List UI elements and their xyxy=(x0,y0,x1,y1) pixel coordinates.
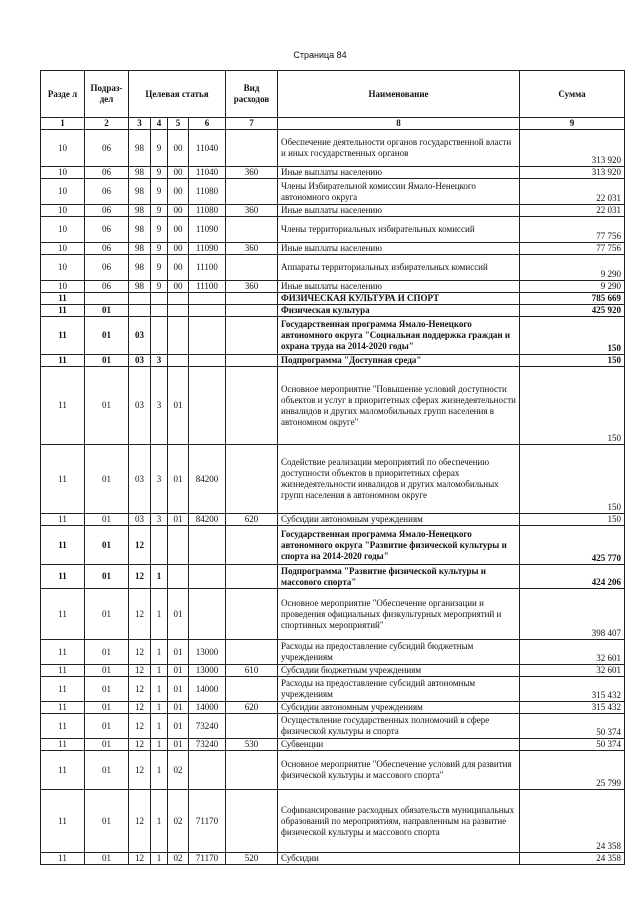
target-program-cell: 12 xyxy=(129,565,151,589)
table-row xyxy=(41,281,625,293)
name-cell: Расходы на предоставление субсидий автономным учреждениям xyxy=(278,677,520,702)
vid-cell xyxy=(226,293,278,305)
razdel-cell: 10 xyxy=(41,167,85,179)
target-program-cell: 12 xyxy=(129,589,151,640)
target-program-cell xyxy=(129,293,151,305)
target-subprogram-cell: 9 xyxy=(151,255,168,281)
razdel-cell: 11 xyxy=(41,677,85,702)
target-event-cell: 01 xyxy=(168,514,189,526)
podrazdel-cell: 06 xyxy=(85,205,129,217)
target-subprogram-cell xyxy=(151,526,168,565)
target-subprogram-cell xyxy=(151,305,168,317)
sum-cell: 398 407 xyxy=(520,589,625,640)
razdel-cell: 10 xyxy=(41,130,85,167)
name-cell: Основное мероприятие "Повышение условий доступности объектов и услуг в приоритетных сферах жизнедеятельности инвалидов и других маломобильных групп населения в автономном округе" xyxy=(278,367,520,445)
sum-cell: 9 290 xyxy=(520,255,625,281)
name-cell: Государственная программа Ямало-Ненецкого автономного округа "Социальная поддержка граждан и охрана труда на 2014-2020 годы" xyxy=(278,317,520,355)
vid-cell xyxy=(226,355,278,367)
vid-cell: 620 xyxy=(226,514,278,526)
target-program-cell: 03 xyxy=(129,367,151,445)
target-subprogram-cell: 9 xyxy=(151,243,168,255)
podrazdel-cell: 01 xyxy=(85,640,129,665)
table-row xyxy=(41,355,625,367)
podrazdel-cell: 01 xyxy=(85,317,129,355)
target-direction-cell: 11100 xyxy=(189,255,226,281)
podrazdel-cell: 01 xyxy=(85,665,129,677)
table-row xyxy=(41,130,625,167)
target-program-cell: 98 xyxy=(129,243,151,255)
target-subprogram-cell: 1 xyxy=(151,790,168,853)
target-direction-cell: 84200 xyxy=(189,445,226,514)
name-cell: Иные выплаты населению xyxy=(278,205,520,217)
sum-cell: 22 031 xyxy=(520,179,625,205)
target-direction-cell: 73240 xyxy=(189,739,226,751)
razdel-cell: 11 xyxy=(41,317,85,355)
table-row xyxy=(41,167,625,179)
target-direction-cell: 11090 xyxy=(189,217,226,243)
razdel-cell: 10 xyxy=(41,281,85,293)
target-event-cell: 02 xyxy=(168,853,189,865)
podrazdel-cell: 01 xyxy=(85,751,129,790)
vid-cell: 530 xyxy=(226,739,278,751)
razdel-cell: 10 xyxy=(41,255,85,281)
target-event-cell: 02 xyxy=(168,751,189,790)
name-cell: Содействие реализации мероприятий по обеспечению доступности объектов в приоритетных сферах жизнедеятельности инвалидов и других маломобильных групп населения в автономном округе xyxy=(278,445,520,514)
vid-cell xyxy=(226,714,278,739)
target-event-cell: 00 xyxy=(168,217,189,243)
podrazdel-cell: 06 xyxy=(85,179,129,205)
vid-cell: 360 xyxy=(226,243,278,255)
sum-cell: 425 920 xyxy=(520,305,625,317)
vid-cell xyxy=(226,751,278,790)
name-cell: Физическая культура xyxy=(278,305,520,317)
razdel-cell: 10 xyxy=(41,205,85,217)
target-direction-cell: 11100 xyxy=(189,281,226,293)
sum-cell: 24 358 xyxy=(520,790,625,853)
table-row xyxy=(41,751,625,790)
target-direction-cell: 14000 xyxy=(189,702,226,714)
target-program-cell: 03 xyxy=(129,445,151,514)
vid-cell xyxy=(226,790,278,853)
sum-cell: 150 xyxy=(520,355,625,367)
podrazdel-cell: 01 xyxy=(85,589,129,640)
sum-cell: 77 756 xyxy=(520,243,625,255)
table-row xyxy=(41,179,625,205)
target-event-cell xyxy=(168,565,189,589)
target-subprogram-cell: 1 xyxy=(151,677,168,702)
sum-cell: 315 432 xyxy=(520,677,625,702)
podrazdel-cell: 01 xyxy=(85,790,129,853)
sum-cell: 150 xyxy=(520,445,625,514)
sum-cell: 32 601 xyxy=(520,640,625,665)
index-cell: 9 xyxy=(520,118,625,130)
target-event-cell xyxy=(168,355,189,367)
target-program-cell: 98 xyxy=(129,179,151,205)
podrazdel-cell: 06 xyxy=(85,243,129,255)
vid-cell xyxy=(226,589,278,640)
razdel-cell: 10 xyxy=(41,217,85,243)
name-cell: Члены Избирательной комиссии Ямало-Ненецкого автономного округа xyxy=(278,179,520,205)
target-subprogram-cell xyxy=(151,317,168,355)
target-direction-cell xyxy=(189,305,226,317)
podrazdel-cell: 01 xyxy=(85,526,129,565)
target-subprogram-cell: 9 xyxy=(151,217,168,243)
razdel-cell: 10 xyxy=(41,179,85,205)
name-cell: Аппараты территориальных избирательных комиссий xyxy=(278,255,520,281)
budget-table xyxy=(40,70,625,865)
index-row xyxy=(41,118,625,130)
name-cell: Субвенции xyxy=(278,739,520,751)
razdel-cell: 10 xyxy=(41,243,85,255)
vid-cell: 360 xyxy=(226,167,278,179)
sum-cell: 9 290 xyxy=(520,281,625,293)
vid-cell xyxy=(226,130,278,167)
target-subprogram-cell: 1 xyxy=(151,589,168,640)
index-cell: 4 xyxy=(151,118,168,130)
table-row xyxy=(41,640,625,665)
podrazdel-cell: 01 xyxy=(85,739,129,751)
sum-cell: 315 432 xyxy=(520,702,625,714)
table-body xyxy=(41,130,625,865)
target-direction-cell: 11080 xyxy=(189,205,226,217)
podrazdel-cell: 06 xyxy=(85,255,129,281)
target-subprogram-cell xyxy=(151,293,168,305)
target-event-cell: 01 xyxy=(168,589,189,640)
table-row xyxy=(41,445,625,514)
razdel-cell: 11 xyxy=(41,739,85,751)
target-event-cell: 00 xyxy=(168,255,189,281)
index-cell: 6 xyxy=(189,118,226,130)
table-row xyxy=(41,853,625,865)
target-program-cell: 12 xyxy=(129,665,151,677)
target-event-cell: 01 xyxy=(168,665,189,677)
target-program-cell: 12 xyxy=(129,790,151,853)
sum-cell: 24 358 xyxy=(520,853,625,865)
target-direction-cell xyxy=(189,751,226,790)
target-program-cell: 12 xyxy=(129,751,151,790)
target-direction-cell xyxy=(189,355,226,367)
table-row xyxy=(41,526,625,565)
target-event-cell xyxy=(168,305,189,317)
table-row xyxy=(41,317,625,355)
vid-cell xyxy=(226,526,278,565)
sum-cell: 150 xyxy=(520,367,625,445)
target-subprogram-cell: 3 xyxy=(151,367,168,445)
target-subprogram-cell: 1 xyxy=(151,665,168,677)
name-cell: Расходы на предоставление субсидий бюджетным учреждениям xyxy=(278,640,520,665)
target-program-cell: 12 xyxy=(129,853,151,865)
target-subprogram-cell: 3 xyxy=(151,355,168,367)
vid-cell xyxy=(226,217,278,243)
podrazdel-cell: 01 xyxy=(85,514,129,526)
table-row xyxy=(41,367,625,445)
podrazdel-cell: 01 xyxy=(85,445,129,514)
sum-cell: 50 374 xyxy=(520,714,625,739)
vid-cell xyxy=(226,677,278,702)
table-row xyxy=(41,739,625,751)
razdel-cell: 11 xyxy=(41,640,85,665)
podrazdel-cell: 01 xyxy=(85,355,129,367)
index-cell: 7 xyxy=(226,118,278,130)
target-event-cell: 00 xyxy=(168,243,189,255)
target-direction-cell: 71170 xyxy=(189,790,226,853)
index-cell: 3 xyxy=(129,118,151,130)
target-direction-cell: 11040 xyxy=(189,130,226,167)
target-direction-cell xyxy=(189,526,226,565)
index-cell: 8 xyxy=(278,118,520,130)
target-subprogram-cell: 1 xyxy=(151,714,168,739)
target-direction-cell xyxy=(189,367,226,445)
table-row xyxy=(41,665,625,677)
target-event-cell: 00 xyxy=(168,281,189,293)
razdel-cell: 11 xyxy=(41,853,85,865)
target-direction-cell: 84200 xyxy=(189,514,226,526)
target-event-cell: 00 xyxy=(168,205,189,217)
podrazdel-cell: 01 xyxy=(85,367,129,445)
sum-cell: 77 756 xyxy=(520,217,625,243)
podrazdel-cell: 06 xyxy=(85,167,129,179)
target-event-cell xyxy=(168,526,189,565)
razdel-cell: 11 xyxy=(41,790,85,853)
razdel-cell: 11 xyxy=(41,293,85,305)
target-program-cell: 98 xyxy=(129,167,151,179)
target-event-cell xyxy=(168,317,189,355)
razdel-cell: 11 xyxy=(41,665,85,677)
target-event-cell: 01 xyxy=(168,702,189,714)
target-program-cell: 98 xyxy=(129,130,151,167)
target-subprogram-cell: 3 xyxy=(151,445,168,514)
name-cell: Иные выплаты населению xyxy=(278,243,520,255)
target-direction-cell: 71170 xyxy=(189,853,226,865)
name-cell: Подпрограмма "Доступная среда" xyxy=(278,355,520,367)
target-direction-cell: 14000 xyxy=(189,677,226,702)
col-header-podrazdel: Подраз-дел xyxy=(85,71,129,118)
target-event-cell: 01 xyxy=(168,640,189,665)
col-header-target: Целевая статья xyxy=(129,71,226,118)
podrazdel-cell: 06 xyxy=(85,130,129,167)
target-subprogram-cell: 9 xyxy=(151,205,168,217)
target-subprogram-cell: 1 xyxy=(151,640,168,665)
vid-cell: 520 xyxy=(226,853,278,865)
index-cell: 2 xyxy=(85,118,129,130)
target-subprogram-cell: 1 xyxy=(151,751,168,790)
vid-cell: 620 xyxy=(226,702,278,714)
col-header-name: Наименование xyxy=(278,71,520,118)
target-direction-cell: 73240 xyxy=(189,714,226,739)
target-subprogram-cell: 9 xyxy=(151,167,168,179)
target-subprogram-cell: 9 xyxy=(151,281,168,293)
razdel-cell: 11 xyxy=(41,514,85,526)
name-cell: Подпрограмма "Развитие физической культуры и массового спорта" xyxy=(278,565,520,589)
target-event-cell: 00 xyxy=(168,167,189,179)
razdel-cell: 11 xyxy=(41,565,85,589)
razdel-cell: 11 xyxy=(41,751,85,790)
sum-cell: 50 374 xyxy=(520,739,625,751)
sum-cell: 313 920 xyxy=(520,130,625,167)
index-cell: 5 xyxy=(168,118,189,130)
target-event-cell: 01 xyxy=(168,714,189,739)
target-direction-cell: 11080 xyxy=(189,179,226,205)
name-cell: ФИЗИЧЕСКАЯ КУЛЬТУРА И СПОРТ xyxy=(278,293,520,305)
sum-cell: 150 xyxy=(520,317,625,355)
name-cell: Субсидии бюджетным учреждениям xyxy=(278,665,520,677)
vid-cell xyxy=(226,367,278,445)
target-program-cell xyxy=(129,305,151,317)
target-event-cell xyxy=(168,293,189,305)
target-program-cell: 12 xyxy=(129,739,151,751)
col-header-vid: Вид расходов xyxy=(226,71,278,118)
target-program-cell: 03 xyxy=(129,355,151,367)
sum-cell: 22 031 xyxy=(520,205,625,217)
col-header-sum: Сумма xyxy=(520,71,625,118)
target-program-cell: 98 xyxy=(129,205,151,217)
sum-cell: 32 601 xyxy=(520,665,625,677)
target-direction-cell xyxy=(189,565,226,589)
target-subprogram-cell: 9 xyxy=(151,130,168,167)
target-program-cell: 12 xyxy=(129,526,151,565)
vid-cell xyxy=(226,255,278,281)
podrazdel-cell: 01 xyxy=(85,565,129,589)
target-program-cell: 98 xyxy=(129,281,151,293)
target-subprogram-cell: 3 xyxy=(151,514,168,526)
razdel-cell: 11 xyxy=(41,589,85,640)
page-label: Страница 84 xyxy=(293,50,347,60)
header-row xyxy=(41,71,625,118)
vid-cell: 360 xyxy=(226,205,278,217)
name-cell: Члены территориальных избирательных комиссий xyxy=(278,217,520,243)
sum-cell: 150 xyxy=(520,514,625,526)
name-cell: Субсидии xyxy=(278,853,520,865)
vid-cell xyxy=(226,317,278,355)
sum-cell: 313 920 xyxy=(520,167,625,179)
name-cell: Иные выплаты населению xyxy=(278,281,520,293)
target-direction-cell: 13000 xyxy=(189,640,226,665)
name-cell: Софинансирование расходных обязательств муниципальных образований по мероприятиям, направленным на развитие физической культуры и массового спорта xyxy=(278,790,520,853)
target-event-cell: 01 xyxy=(168,367,189,445)
razdel-cell: 11 xyxy=(41,305,85,317)
vid-cell xyxy=(226,640,278,665)
target-event-cell: 01 xyxy=(168,445,189,514)
razdel-cell: 11 xyxy=(41,526,85,565)
razdel-cell: 11 xyxy=(41,702,85,714)
sum-cell: 424 206 xyxy=(520,565,625,589)
vid-cell xyxy=(226,445,278,514)
sum-cell: 425 770 xyxy=(520,526,625,565)
vid-cell: 360 xyxy=(226,281,278,293)
name-cell: Иные выплаты населению xyxy=(278,167,520,179)
podrazdel-cell: 01 xyxy=(85,853,129,865)
target-program-cell: 12 xyxy=(129,702,151,714)
target-program-cell: 98 xyxy=(129,217,151,243)
razdel-cell: 11 xyxy=(41,714,85,739)
index-cell: 1 xyxy=(41,118,85,130)
name-cell: Осуществление государственных полномочий в сфере физической культуры и спорта xyxy=(278,714,520,739)
name-cell: Основное мероприятие "Обеспечение организации и проведения официальных физкультурных мероприятий и спортивных мероприятий" xyxy=(278,589,520,640)
table-row xyxy=(41,293,625,305)
target-direction-cell xyxy=(189,317,226,355)
table-row xyxy=(41,243,625,255)
target-program-cell: 98 xyxy=(129,255,151,281)
podrazdel-cell xyxy=(85,293,129,305)
table-row xyxy=(41,790,625,853)
name-cell: Государственная программа Ямало-Ненецкого автономного округа "Развитие физической культуры и спорта на 2014-2020 годы" xyxy=(278,526,520,565)
podrazdel-cell: 01 xyxy=(85,677,129,702)
sum-cell: 785 669 xyxy=(520,293,625,305)
table-row xyxy=(41,714,625,739)
table-row xyxy=(41,702,625,714)
target-event-cell: 01 xyxy=(168,677,189,702)
target-subprogram-cell: 9 xyxy=(151,179,168,205)
name-cell: Субсидии автономным учреждениям xyxy=(278,702,520,714)
name-cell: Субсидии автономным учреждениям xyxy=(278,514,520,526)
sum-cell: 25 799 xyxy=(520,751,625,790)
target-subprogram-cell: 1 xyxy=(151,565,168,589)
podrazdel-cell: 01 xyxy=(85,305,129,317)
target-event-cell: 02 xyxy=(168,790,189,853)
podrazdel-cell: 06 xyxy=(85,281,129,293)
podrazdel-cell: 06 xyxy=(85,217,129,243)
target-event-cell: 00 xyxy=(168,179,189,205)
vid-cell xyxy=(226,565,278,589)
razdel-cell: 11 xyxy=(41,367,85,445)
target-program-cell: 12 xyxy=(129,677,151,702)
name-cell: Основное мероприятие "Обеспечение условий для развития физической культуры и массового спорта" xyxy=(278,751,520,790)
target-program-cell: 12 xyxy=(129,714,151,739)
target-direction-cell: 11090 xyxy=(189,243,226,255)
table-row xyxy=(41,205,625,217)
target-direction-cell: 11040 xyxy=(189,167,226,179)
table-row xyxy=(41,255,625,281)
target-subprogram-cell: 1 xyxy=(151,702,168,714)
target-subprogram-cell: 1 xyxy=(151,739,168,751)
table-row xyxy=(41,589,625,640)
target-event-cell: 00 xyxy=(168,130,189,167)
target-direction-cell xyxy=(189,293,226,305)
table-row xyxy=(41,305,625,317)
col-header-razdel: Разде л xyxy=(41,71,85,118)
razdel-cell: 11 xyxy=(41,445,85,514)
target-event-cell: 01 xyxy=(168,739,189,751)
table-row xyxy=(41,217,625,243)
vid-cell xyxy=(226,305,278,317)
target-direction-cell xyxy=(189,589,226,640)
target-subprogram-cell: 1 xyxy=(151,853,168,865)
table-row xyxy=(41,514,625,526)
name-cell: Обеспечение деятельности органов государственной власти и иных государственных органов xyxy=(278,130,520,167)
target-program-cell: 03 xyxy=(129,317,151,355)
vid-cell xyxy=(226,179,278,205)
vid-cell: 610 xyxy=(226,665,278,677)
table-row xyxy=(41,677,625,702)
razdel-cell: 11 xyxy=(41,355,85,367)
table-row xyxy=(41,565,625,589)
target-program-cell: 03 xyxy=(129,514,151,526)
podrazdel-cell: 01 xyxy=(85,714,129,739)
podrazdel-cell: 01 xyxy=(85,702,129,714)
target-direction-cell: 13000 xyxy=(189,665,226,677)
target-program-cell: 12 xyxy=(129,640,151,665)
